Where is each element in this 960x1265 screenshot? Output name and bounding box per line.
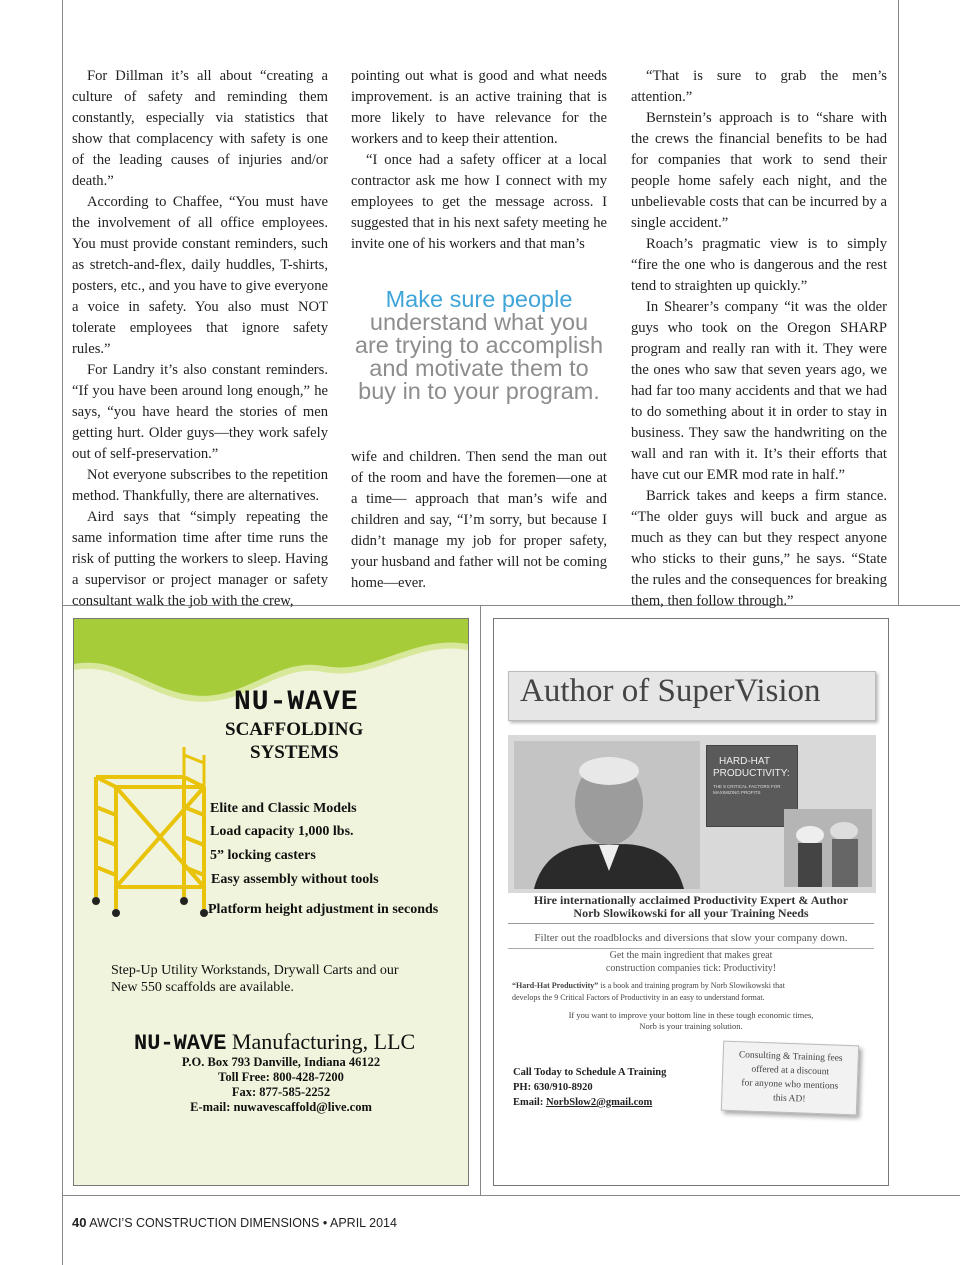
headline-2: Norb Slowikowski for all your Training Needs [573, 906, 809, 920]
paragraph: In Shearer’s company “it was the older guys who took on the Oregon SHARP program and really ran with it. They were the ones who saw that seven years ago, we had far too many accidents and that we had to do something about it in order to stay in business. They saw the handwriting on the wall and ran with it. It’s their efforts that have cut our EMR mod rate in half.” [631, 299, 887, 483]
call-to-action: Call Today to Schedule A Training [513, 1067, 667, 1078]
improve-line-2: Norb is your training solution. [639, 1021, 743, 1031]
email-link[interactable]: NorbSlow2@gmail.com [545, 1097, 653, 1108]
phone-number[interactable]: PH: 630/910-8920 [513, 1082, 593, 1093]
feature-item: Easy assembly without tools [211, 872, 379, 887]
discount-line: this AD! [772, 1093, 806, 1105]
discount-note [721, 1041, 859, 1116]
book-subtitle: THE 9 CRITICAL FACTORS FOR MAXIMIZING PROFITS [713, 784, 781, 795]
discount-line: offered at a discount [751, 1064, 830, 1078]
nuwave-brand: NU-WAVE [234, 687, 359, 718]
book-title-line-2: PRODUCTIVITY: [713, 768, 790, 779]
feature-item: Platform height adjustment in seconds [208, 902, 439, 917]
description-line-1 [512, 981, 785, 990]
left-margin-line [62, 0, 63, 1265]
company-rest: Manufacturing, LLC [231, 1029, 416, 1054]
paragraph: pointing out what is good and what needs improvement. is an active training that is more likely to have relevance for the workers and to keep their attention. [351, 68, 607, 147]
feature-item: 5” locking casters [210, 848, 316, 863]
author-advertisement[interactable] [493, 618, 889, 1186]
company-name [134, 1029, 415, 1056]
nuwave-subtitle-1: SCAFFOLDING [225, 719, 364, 740]
email-line [513, 1097, 652, 1108]
workers-photo [784, 809, 872, 887]
company-brand: NU-WAVE [134, 1031, 227, 1056]
paragraph: For Dillman it’s all about “creating a culture of safety and reminding them constantly, especially via statistics that show that complacency with safety is one of the leading causes of injuries and/or death.” [72, 68, 328, 189]
company-email[interactable]: E-mail: nuwavescaffold@live.com [190, 1100, 372, 1114]
products-line-2: New 550 scaffolds are available. [111, 980, 294, 995]
paragraph: Bernstein’s approach is to “share with the crews the financial benefits to be had for companies that work to send their people home safely each night, and the unbelievable costs that can be incurred by a single accident.” [631, 110, 887, 231]
workers-image [784, 809, 872, 887]
article-column-2-bottom [351, 447, 607, 594]
nuwave-subtitle-2: SYSTEMS [250, 742, 339, 763]
description-book-name: “Hard-Hat Productivity” [512, 981, 599, 990]
company-tollfree: Toll Free: 800-428-7200 [218, 1070, 344, 1084]
improve-line-1: If you want to improve your bottom line in these tough economic times, [568, 1010, 814, 1020]
company-fax: Fax: 877-585-2252 [231, 1085, 331, 1099]
discount-line: for anyone who mentions [741, 1078, 839, 1092]
scaffold-image [86, 737, 216, 917]
feature-item: Load capacity 1,000 lbs. [210, 824, 354, 839]
discount-line: Consulting & Training fees [738, 1050, 843, 1064]
description-line-2: develops the 9 Critical Factors of Productivity in an easy to understand format. [512, 993, 765, 1002]
author-portrait [514, 741, 700, 889]
page-footer [72, 1215, 397, 1230]
author-photo [514, 741, 700, 889]
paragraph: Barrick takes and keeps a firm stance. “The older guys will buck and argue as much as they can but they respect anyone who sticks to their guns,” he says. “State the rules and the consequences for breaking them, then follow through.” [631, 488, 887, 609]
company-address: P.O. Box 793 Danville, Indiana 46122 [181, 1055, 381, 1069]
book-title-line-1: HARD-HAT [719, 756, 770, 767]
pull-quote [350, 288, 608, 403]
paragraph: “I once had a safety officer at a local contractor ask me how I connect with my employees to get the message across. I suggested that in his next safety meeting he invite one of his workers and that man’s [351, 152, 607, 252]
publication-name: AWCI’S CONSTRUCTION DIMENSIONS • APRIL 2014 [89, 1216, 397, 1230]
paragraph: “That is sure to grab the men’s attention.” [631, 68, 887, 105]
article-column-2-top [351, 66, 607, 255]
article-column-3 [631, 66, 887, 612]
paragraph: For Landry it’s also constant reminders. “If you have been around long enough,” he says, “you have heard the stories of men getting hurt. Older guys—they work safely out of self-preservation.” [72, 362, 328, 462]
description-text: is a book and training program by Norb Slowikowski that [600, 981, 785, 990]
page-number: 40 [72, 1215, 87, 1230]
pull-quote-highlight: Make sure people [385, 286, 573, 312]
email-label: Email: [513, 1097, 544, 1108]
ingredient-line-1: Get the main ingredient that makes great [609, 950, 773, 961]
pull-quote-text: understand what you are trying to accomplish and motivate them to buy in to your program. [354, 309, 604, 404]
paragraph: wife and children. Then send the man out of the room and have the foremen—one at a time— approach that man’s wife and children and say, “I’m sorry, but because I didn’t manage my job for proper safety, your husband and father will not be coming home—ever. [351, 449, 607, 591]
footer-divider [62, 1195, 960, 1196]
paragraph: According to Chaffee, “You must have the involvement of all office employees. You must provide constant reminders, such as stretch-and-flex, daily huddles, T-shirts, posters, etc., and you have to give everyone a voice in safety. You also must NOT tolerate employees that ignore safety rules.” [72, 194, 328, 357]
feature-item: Elite and Classic Models [210, 801, 357, 816]
ad-title: Author of SuperVision [520, 673, 821, 709]
headline-divider [508, 923, 874, 924]
tagline-divider [508, 948, 874, 949]
nuwave-advertisement[interactable] [73, 618, 469, 1186]
paragraph: Aird says that “simply repeating the same information time after time runs the risk of putting the workers to sleep. Having a supervisor or project manager or safety consultant walk the job with the crew, [72, 509, 328, 609]
tagline: Filter out the roadblocks and diversions that slow your company down. [534, 932, 848, 944]
article-column-1 [72, 66, 328, 612]
ingredient-line-2: construction companies tick: Productivity! [605, 963, 777, 974]
right-margin-line [898, 0, 899, 606]
ad-divider-line [480, 606, 481, 1196]
headline-1: Hire internationally acclaimed Productivity Expert & Author [533, 893, 849, 907]
paragraph: Not everyone subscribes to the repetition method. Thankfully, there are alternatives. [72, 467, 328, 504]
products-line-1: Step-Up Utility Workstands, Drywall Carts and our [111, 963, 399, 978]
paragraph: Roach’s pragmatic view is to simply “fire the one who is dangerous and the rest tend to straighten up quickly.” [631, 236, 887, 294]
